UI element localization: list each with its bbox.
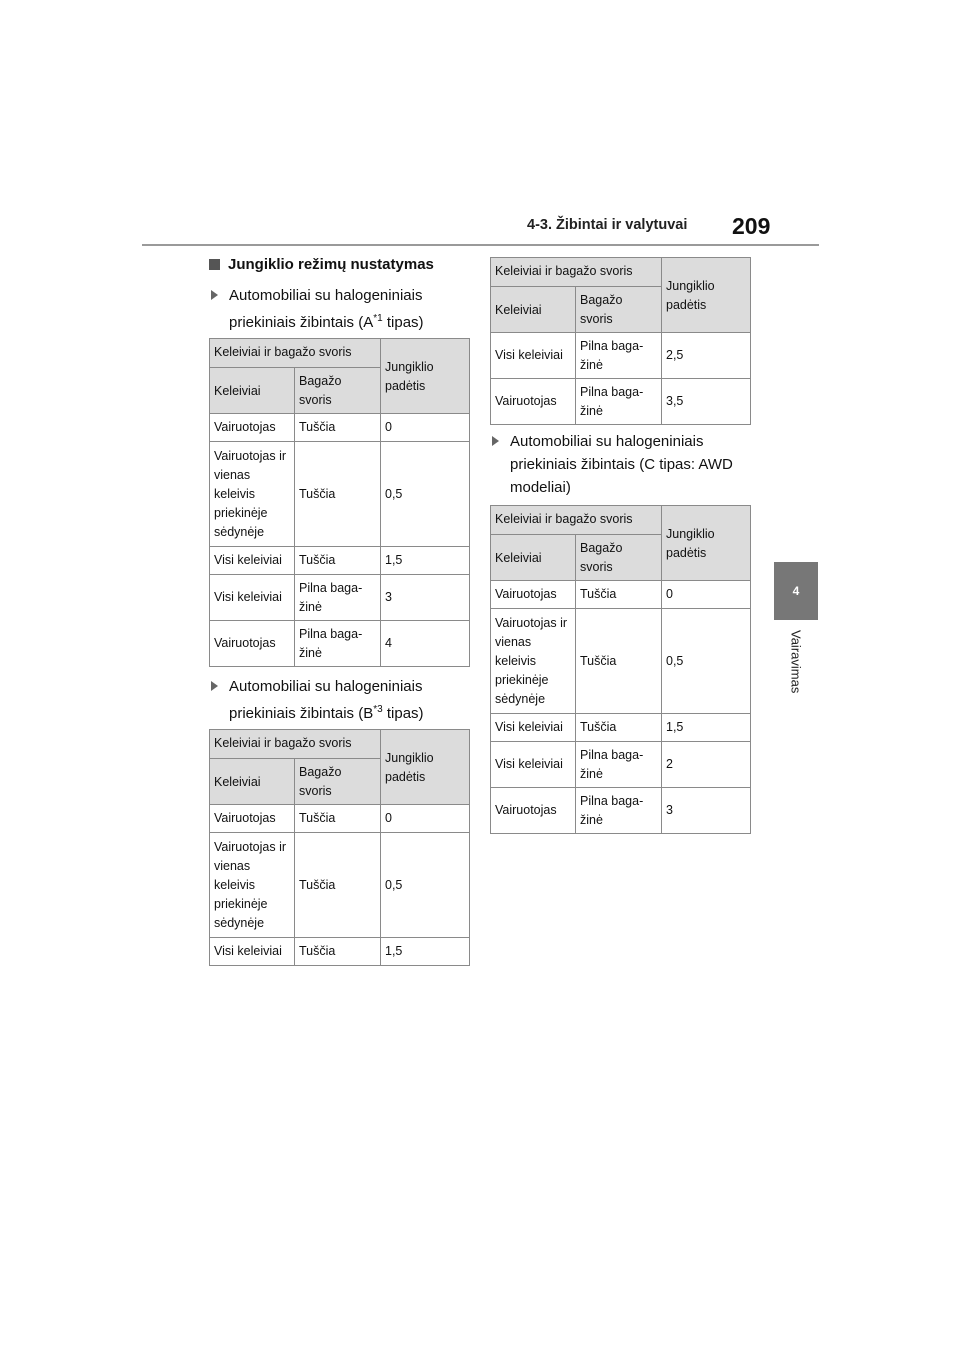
header-switch: Jungiklio padėtis [662, 258, 751, 333]
bullet-type-b [211, 675, 473, 725]
header-switch: Jungiklio padėtis [662, 506, 751, 581]
page-number: 209 [732, 213, 771, 239]
header-switch: Jungiklio padėtis [381, 339, 470, 414]
header-passengers: Keleiviai [210, 759, 295, 805]
bullet-type-a [211, 284, 473, 334]
table-row: Vairuotojas ir vienas keleivis priekinėje sėdynėje Tuščia 0,5 [210, 833, 470, 938]
table-row: Vairuotojas Pilna baga-žinė 3,5 [491, 379, 751, 425]
header-luggage: Bagažo svoris [295, 759, 381, 805]
bullet-text-end: tipas) [382, 705, 424, 722]
square-bullet-icon [209, 259, 220, 270]
header-passengers: Keleiviai [210, 368, 295, 414]
footnote-ref: *3 [373, 704, 383, 715]
bullet-text: Automobiliai su halogeniniais priekiniais žibintais (C tipas: AWD modeliai) [510, 433, 733, 496]
table-row: Vairuotojas Tuščia 0 [210, 805, 470, 833]
section-heading [209, 256, 434, 273]
table-row: Visi keleiviai Pilna baga-žinė 2 [491, 742, 751, 788]
table-row: Vairuotojas Pilna baga-žinė 4 [210, 621, 470, 667]
table-row: Vairuotojas ir vienas keleivis priekinėje sėdynėje Tuščia 0,5 [491, 609, 751, 714]
chapter-number: 4 [792, 584, 800, 598]
table-type-a [209, 338, 470, 667]
table-type-c [490, 505, 751, 834]
table-row: Vairuotojas Tuščia 0 [491, 581, 751, 609]
table-row: Visi keleiviai Pilna baga-žinė 2,5 [491, 333, 751, 379]
bullet-type-c [492, 430, 742, 499]
header-luggage: Bagažo svoris [576, 535, 662, 581]
bullet-text-end: tipas) [382, 314, 424, 331]
header-passengers: Keleiviai [491, 535, 576, 581]
header-passengers: Keleiviai [491, 287, 576, 333]
chapter-tab [774, 562, 818, 620]
table-row: Vairuotojas Tuščia 0 [210, 414, 470, 442]
header-divider [142, 244, 819, 246]
triangle-bullet-icon [211, 681, 218, 691]
header-group: Keleiviai ir bagažo svoris [210, 339, 381, 368]
header-luggage: Bagažo svoris [576, 287, 662, 333]
table-row: Visi keleiviai Tuščia 1,5 [491, 714, 751, 742]
triangle-bullet-icon [211, 290, 218, 300]
table-row: Visi keleiviai Tuščia 1,5 [210, 547, 470, 575]
header-group: Keleiviai ir bagažo svoris [491, 506, 662, 535]
section-title: 4-3. Žibintai ir valytuvai [527, 217, 688, 233]
table-type-b-continued [490, 257, 751, 425]
header-switch: Jungiklio padėtis [381, 730, 470, 805]
header-luggage: Bagažo svoris [295, 368, 381, 414]
footnote-ref: *1 [373, 313, 383, 324]
table-row: Visi keleiviai Tuščia 1,5 [210, 938, 470, 966]
bullet-text: Automobiliai su halogeniniais priekiniais žibintais (A [229, 287, 423, 331]
triangle-bullet-icon [492, 436, 499, 446]
table-row: Vairuotojas Pilna baga-žinė 3 [491, 788, 751, 834]
bullet-text: Automobiliai su halogeniniais priekiniais žibintais (B [229, 678, 423, 722]
table-type-b [209, 729, 470, 966]
table-row: Visi keleiviai Pilna baga-žinė 3 [210, 575, 470, 621]
heading-text: Jungiklio režimų nustatymas [228, 256, 434, 273]
header-group: Keleiviai ir bagažo svoris [210, 730, 381, 759]
table-row: Vairuotojas ir vienas keleivis priekinėje sėdynėje Tuščia 0,5 [210, 442, 470, 547]
chapter-label-box [786, 630, 806, 720]
chapter-label: Vairavimas [788, 630, 804, 694]
header-group: Keleiviai ir bagažo svoris [491, 258, 662, 287]
